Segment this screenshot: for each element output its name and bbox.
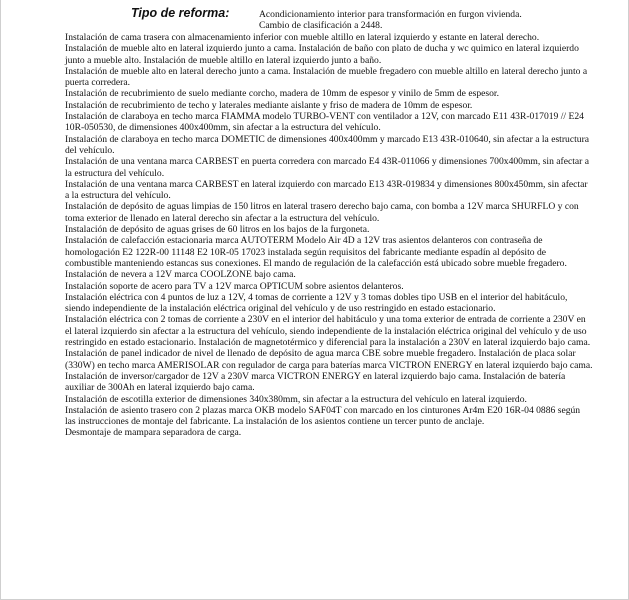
paragraph-recubrimiento-techo: Instalación de recubrimiento de techo y laterales mediante aislante y friso de madera de 10mm de espesor. (65, 99, 473, 111)
paragraph-asiento-trasero: Instalación de asiento trasero con 2 plazas marca OKB modelo SAF04T con marcado en los cinturones Ar4m E20 16R-04 0886 según las instrucciones de montaje del fabricante. La instalación de los asientos contiene un tercer punto de anclaje. (65, 404, 581, 428)
reform-type-value-line-2: Cambio de clasificación a 2448. (259, 20, 383, 31)
paragraph-claraboya-dometic: Instalación de claraboya en techo marca DOMETIC de dimensiones 400x400mm y marcado E13 43R-010640, sin afectar a la estructura del vehículo. (65, 133, 590, 156)
paragraph-ventana-lateral: Instalación de una ventana marca CARBEST en lateral izquierdo con marcado E13 43R-019834 y dimensiones 800x450mm, sin afectar a la estructura del vehículo. (65, 178, 588, 202)
paragraph-instalacion-230v: Instalación eléctrica con 2 tomas de corriente a 230V en el interior del habitáculo y una toma exterior de entrada de corriente a 230V en el lateral izquierdo sin afectar a la estructura del vehículo, siendo independiente de la instalación eléctrica original del vehículo y de uso restringido en estado estacionario. Instalación de magnetotérmico y diferencial para la instalación a 230V en lateral izquierdo bajo cama. Instalación de panel indicador de nivel de llenado de depósito de agua marca CBE sobre mueble fregadero. Instalación de placa solar (330W) en techo marca AMERISOLAR con regulador de carga para baterías marca VICTRON ENERGY en lateral izquierdo bajo cama. Instalación de inversor/cargador de 12V a 230V marca VICTRON ENERGY en lateral izquierdo bajo cama. Instalación de batería auxiliar de 300Ah en lateral izquierdo bajo cama. (65, 314, 593, 394)
paragraph-escotilla: Instalación de escotilla exterior de dimensiones 340x380mm, sin afectar a la estructura del vehículo en lateral izquierdo. (65, 393, 527, 405)
reform-type-value (259, 9, 599, 31)
paragraph-deposito-grises: Instalación de depósito de aguas grises de 60 litros en los bajos de la furgoneta. (65, 224, 370, 236)
paragraph-claraboya-fiamma: Instalación de claraboya en techo marca FIAMMA modelo TURBO-VENT con ventilador a 12V, con marcado E11 43R-017019 // E24 10R-050530, de dimensiones 400x400mm, sin afectar a la estructura del vehículo. (65, 111, 584, 134)
reform-type-value-line-1: Acondicionamiento interior para transformación en furgon vivienda. (259, 9, 522, 20)
paragraph-mueble-izquierdo-bano: Instalación de mueble alto en lateral izquierdo junto a cama. Instalación de baño con plato de ducha y wc quimico en lateral izquierdo junto a mueble alto. Instalación de mueble altillo en lateral izquierdo junto a baño. (65, 43, 579, 66)
paragraph-soporte-tv: Instalación soporte de acero para TV a 12V marca OPTICUM sobre asientos delanteros. (65, 280, 404, 292)
reform-type-header (1, 6, 629, 34)
paragraph-ventana-corredera: Instalación de una ventana marca CARBEST en puerta corredera con marcado E4 43R-011066 y dimensiones 700x400mm, sin afectar a la estructura del vehículo. (65, 156, 590, 179)
paragraph-calefaccion: Instalación de calefacción estacionaria marca AUTOTERM Modelo Air 4D a 12V tras asientos delanteros con contraseña de homologación E2 122R-00 11148 E2 10R-05 17023 instalada según requisitos del fabricante mediante espadín al depósito de combustible manteniendo estancas sus conexiones. El mando de regulación de la calefacción está ubicado sobre mueble fregadero. Instalación de nevera a 12V marca COOLZONE bajo cama. (65, 235, 567, 281)
paragraph-deposito-limpias: Instalación de depósito de aguas limpias de 150 litros en lateral trasero derecho bajo cama, con bomba a 12V marca SHURFLO y con toma exterior de llenado en lateral derecho sin afectar a la estructura del vehículo. (65, 201, 579, 224)
paragraph-mueble-derecho-fregadero: Instalación de mueble alto en lateral derecho junto a cama. Instalación de mueble fregadero con mueble altillo en lateral derecho junto a puerta corredera. (65, 65, 588, 89)
reform-description (65, 32, 593, 439)
paragraph-mampara: Desmontaje de mampara separadora de carga. (65, 427, 242, 439)
paragraph-instalacion-12v: Instalación eléctrica con 4 puntos de luz a 12V, 4 tomas de corriente a 12V y 3 tomas dobles tipo USB en el interior del habitáculo, siendo independiente de la instalación eléctrica original del vehículo y de uso restringido en estado estacionario. (65, 291, 568, 315)
paragraph-recubrimiento-suelo: Instalación de recubrimiento de suelo mediante corcho, madera de 10mm de espesor y vinilo de 5mm de espesor. (65, 88, 499, 100)
reform-type-label: Tipo de reforma: (131, 6, 230, 20)
paragraph-cama-trasera: Instalación de cama trasera con almacenamiento inferior con mueble altillo en lateral izquierdo y estante en lateral derecho. (65, 32, 540, 43)
